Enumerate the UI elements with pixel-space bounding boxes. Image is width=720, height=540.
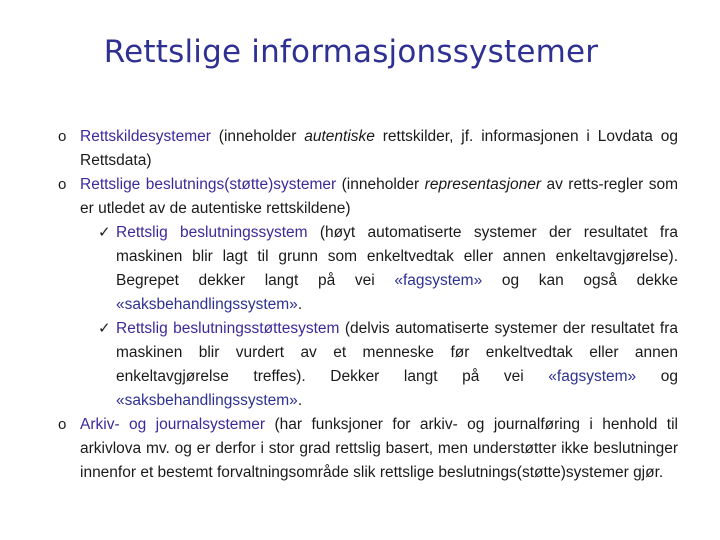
bullet-list	[58, 125, 678, 485]
sub-list-item: ✓ Rettslig beslutningsstøttesystem (delvis automatiserte systemer der resultatet fra maskinen blir vurdert av et menneske før enkeltvedtak eller annen enkeltavgjørelse treffes). Dekker langt på vei «fagsystem» og «saksbehandlingssystem».	[58, 317, 678, 413]
circle-bullet-icon: o	[58, 176, 67, 193]
list-item: o Rettskildesystemer (inneholder autentiske rettskilder, jf. informasjonen i Lovdata og Rettsdata)	[58, 125, 678, 173]
list-item: o Rettslige beslutnings(støtte)systemer (inneholder representasjoner av retts-regler som er utledet av de autentiske rettskildene)	[58, 173, 678, 221]
term-label: Arkiv- og journalsystemer	[80, 416, 266, 433]
term-label: Rettslig beslutningssystem	[116, 224, 308, 241]
term-label: Rettskildesystemer	[80, 128, 211, 145]
checkmark-icon: ✓	[98, 320, 111, 337]
checkmark-icon: ✓	[98, 224, 111, 241]
circle-bullet-icon: o	[58, 128, 67, 145]
page-title: Rettslige informasjonssystemer	[103, 34, 599, 70]
term-label: Rettslig beslutningsstøttesystem	[116, 320, 340, 337]
sub-list-item: ✓ Rettslig beslutningssystem (høyt automatiserte systemer der resultatet fra maskinen blir lagt til grunn som enkeltvedtak eller annen enkeltavgjørelse). Begrepet dekker langt på vei «fagsystem» og kan også dekke «saksbehandlingssystem».	[58, 221, 678, 317]
list-item: o Arkiv- og journalsystemer (har funksjoner for arkiv- og journalføring i henhold til arkivlova mv. og er derfor i stor grad rettslig basert, men understøtter ikke beslutninger innenfor et bestemt forvaltningsområde slik rettslige beslutnings(støtte)systemer gjør.	[58, 413, 678, 485]
term-label: Rettslige beslutnings(støtte)systemer	[80, 176, 337, 193]
circle-bullet-icon: o	[58, 416, 67, 433]
